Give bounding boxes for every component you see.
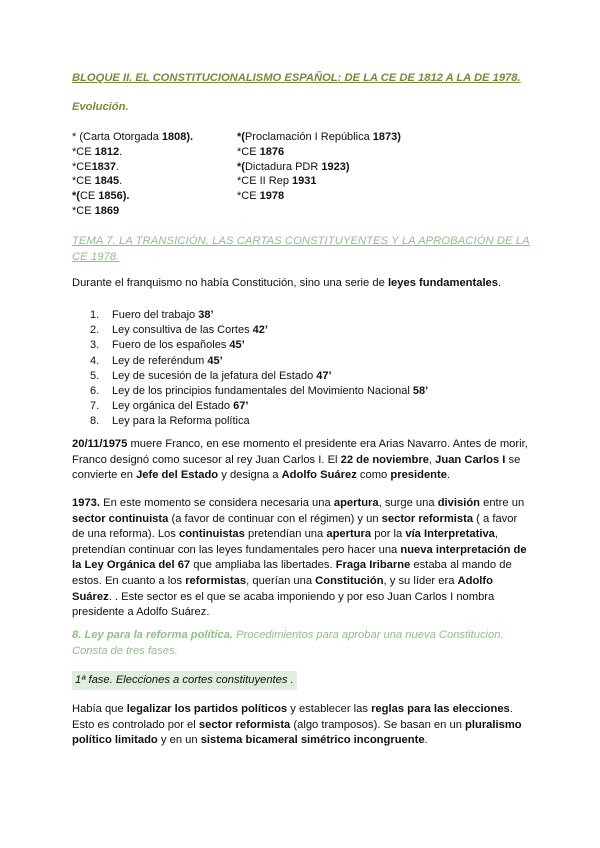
paragraph-fase-1: Había que legalizar los partidos políticos y establecer las reglas para las elecciones. Esto es controlado por el sector reformista (algo tramposos). Se basan en un pluralismo político limitado y en un sistema bicameral simétrico incongruente.	[72, 703, 522, 747]
leyes-list	[90, 308, 428, 430]
evolucion-heading: Evolución.	[72, 101, 129, 113]
evolucion-entry: *(Proclamación I República 1873)	[237, 131, 401, 143]
list-item: 4. Ley de referéndum 45’	[90, 354, 223, 367]
bloque-title: BLOQUE II. EL CONSTITUCIONALISMO ESPAÑOL: DE LA CE DE 1812 A LA DE 1978.	[72, 72, 521, 84]
evolucion-entry: *CE1837.	[72, 160, 120, 173]
fase-1-highlight: 1ª fase. Elecciones a cortes constituyentes .	[72, 671, 297, 690]
tema-heading: TEMA 7. LA TRANSICIÓN, LAS CARTAS CONSTITUYENTES Y LA APROBACIÓN DE LA CE 1978.	[72, 235, 530, 263]
list-item: 6. Ley de los principios fundamentales del Movimiento Nacional 58’	[90, 384, 429, 397]
list-item: 3. Fuero de los españoles 45’	[90, 339, 245, 352]
list-item: 8. Ley para la Reforma política	[90, 415, 250, 428]
paragraph-1975: 20/11/1975 muere Franco, en ese momento el presidente era Arias Navarro. Antes de morir, Franco designó como sucesor al rey Juan Carlos I. El 22 de noviembre, Juan Carlos I se convierte en Jefe del Estado y designa a Adolfo Suárez como presidente.	[72, 438, 528, 482]
evolucion-entry: *CE 1978	[237, 190, 285, 203]
list-item: 5. Ley de sucesión de la jefatura del Estado 47’	[90, 369, 332, 382]
evolucion-entry: *CE II Rep 1931	[237, 175, 317, 188]
list-item: 7. Ley orgánica del Estado 67’	[90, 400, 249, 413]
list-item: 1. Fuero del trabajo 38’	[90, 309, 214, 321]
evolucion-entry: *CE 1869	[72, 204, 120, 217]
evolucion-entry: *(CE 1856).	[72, 190, 130, 203]
evolucion-entry: *CE 1876	[237, 145, 285, 158]
ley-reforma-paragraph: 8. Ley para la reforma política. Procedimientos para aprobar una nueva Constitucion. Consta de tres fases.	[72, 629, 504, 657]
evolucion-entry: *CE 1812.	[72, 145, 123, 158]
list-item: 2. Ley consultiva de las Cortes 42’	[90, 324, 268, 337]
evolucion-entry: *(Dictadura PDR 1923)	[237, 160, 350, 173]
evolucion-right-column	[237, 130, 437, 204]
paragraph-1973: 1973. En este momento se considera necesaria una apertura, surge una división entre un sector continuista (a favor de continuar con el régimen) y un sector reformista ( a favor de una reforma). Los continuistas pretendían una apertura por la vía Interpretativa, pretendían continuar con las leyes fundamentales pero hacer una nueva interpretación de la Ley Orgánica del 67 que ampliaba las libertades. Fraga Iribarne estaba al mando de estos. En cuanto a los reformistas, querían una Constitución, y su líder era Adolfo Suárez. . Este sector es el que se acaba imponiendo y por eso Juan Carlos I nombra presidente a Adolfo Suárez.	[72, 497, 527, 619]
evolucion-entry: *CE 1845.	[72, 175, 123, 188]
intro-paragraph: Durante el franquismo no había Constitución, sino una serie de leyes fundamentales.	[72, 277, 502, 289]
evolucion-entry: * (Carta Otorgada 1808).	[72, 131, 194, 143]
